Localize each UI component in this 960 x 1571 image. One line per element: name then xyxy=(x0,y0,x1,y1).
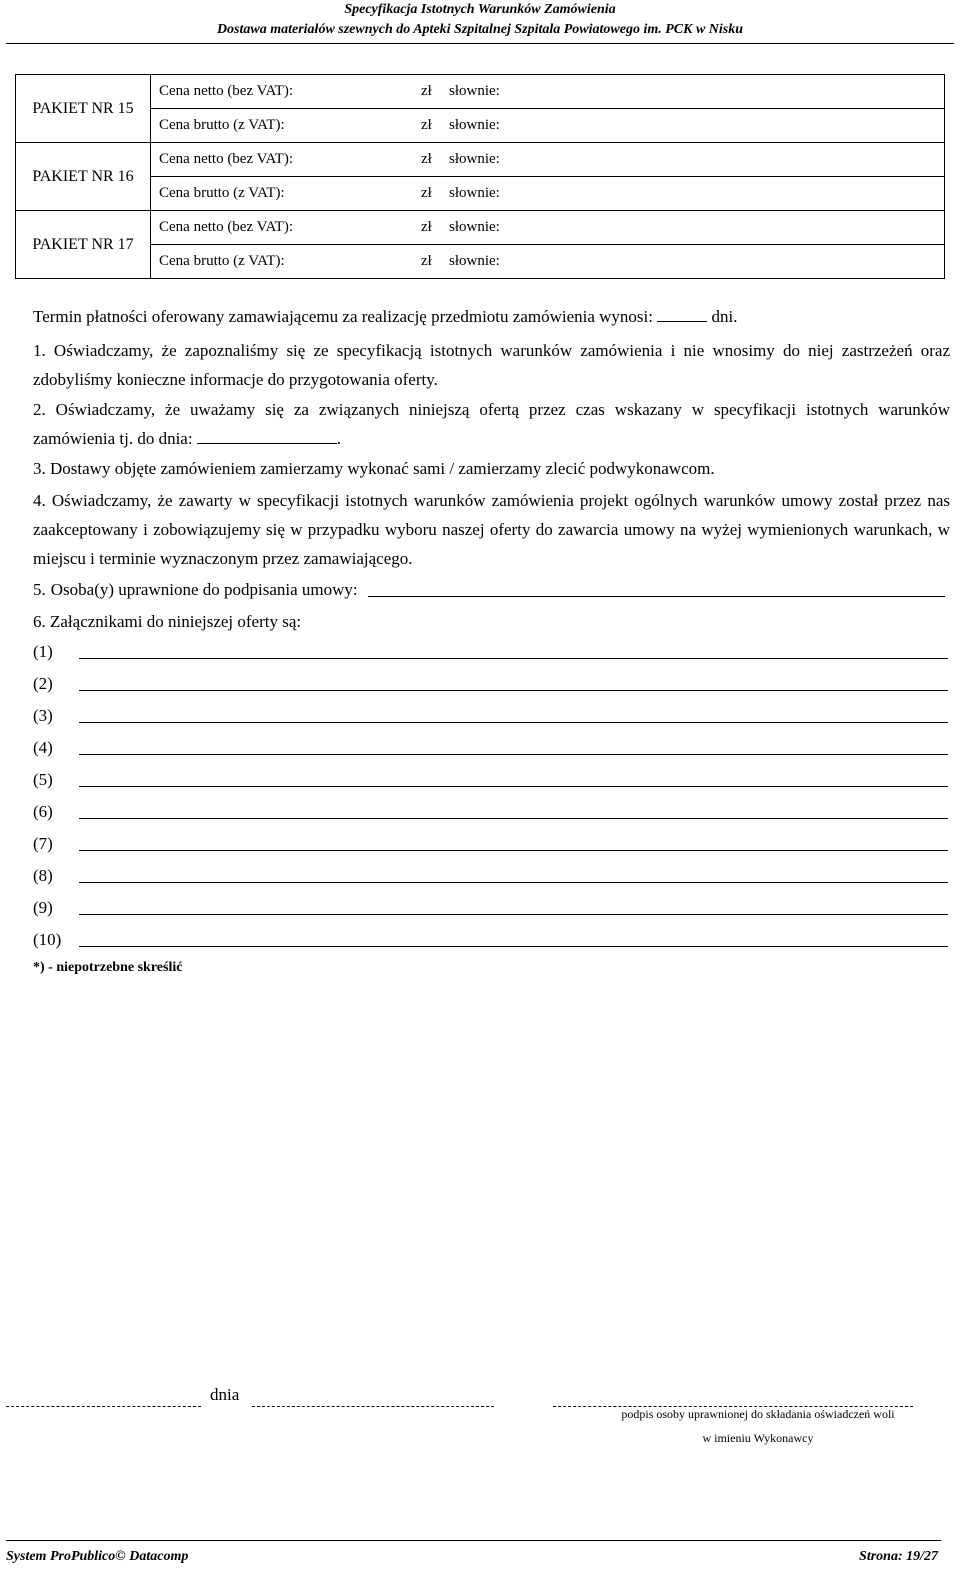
currency-label: zł xyxy=(417,245,441,279)
attachment-field[interactable] xyxy=(79,786,948,787)
statement-number: 4. xyxy=(33,491,46,510)
currency-label: zł xyxy=(417,75,441,109)
list-item xyxy=(33,796,948,828)
currency-label: zł xyxy=(417,211,441,245)
attachment-field[interactable] xyxy=(79,754,948,755)
signature-caption: podpis osoby uprawnionej do składania oświadczeń woli xyxy=(621,1407,895,1421)
statement-text: Oświadczamy, że zapoznaliśmy się ze specyfikacją istotnych warunków zamówienia i nie wnosimy do niej zastrzeżeń oraz zdobyliśmy konieczne informacje do przygotowania oferty. xyxy=(33,341,950,389)
words-label: słownie: xyxy=(441,245,945,279)
attachment-field[interactable] xyxy=(79,882,948,883)
statement-5 xyxy=(33,576,950,605)
attachment-label: (7) xyxy=(33,834,53,853)
statement-number: 2. xyxy=(33,400,46,419)
words-label: słownie: xyxy=(441,143,945,177)
binding-date-field[interactable] xyxy=(197,426,337,444)
currency-label: zł xyxy=(417,177,441,211)
package-name: PAKIET NR 15 xyxy=(16,75,151,143)
attachment-label: (5) xyxy=(33,770,53,789)
list-item xyxy=(33,892,948,924)
authorized-person-field[interactable] xyxy=(368,596,945,597)
signature-caption-2: w imieniu Wykonawcy xyxy=(702,1431,814,1445)
statement-4 xyxy=(33,487,950,573)
payment-term-suffix: dni. xyxy=(711,307,738,326)
statement-number: 3. xyxy=(33,459,46,478)
table-row xyxy=(16,75,945,109)
statement-2 xyxy=(33,396,950,454)
list-item xyxy=(33,700,948,732)
date-label: dnia xyxy=(210,1385,240,1404)
attachments-list xyxy=(33,636,948,956)
list-item xyxy=(33,732,948,764)
attachment-field[interactable] xyxy=(79,946,948,947)
attachment-label: (4) xyxy=(33,738,53,757)
statement-6 xyxy=(33,608,950,637)
statement-text: Załącznikami do niniejszej oferty są: xyxy=(50,612,302,631)
attachment-label: (2) xyxy=(33,674,53,693)
page-number: Strona: 19/27 xyxy=(859,1549,938,1564)
gross-price-label: Cena brutto (z VAT): xyxy=(151,177,418,211)
statement-text: Osoba(y) uprawnione do podpisania umowy: xyxy=(50,580,358,599)
attachment-field[interactable] xyxy=(79,850,948,851)
header-subtitle: Dostawa materiałów szewnych do Apteki Szpitalnej Szpitala Powiatowego im. PCK w Nisku xyxy=(216,22,744,37)
net-price-label: Cena netto (bez VAT): xyxy=(151,143,418,177)
list-item xyxy=(33,828,948,860)
table-row xyxy=(16,143,945,177)
statement-1 xyxy=(33,337,950,395)
attachment-field[interactable] xyxy=(79,914,948,915)
gross-price-label: Cena brutto (z VAT): xyxy=(151,109,418,143)
words-label: słownie: xyxy=(441,109,945,143)
table-row xyxy=(16,109,945,143)
table-row xyxy=(16,211,945,245)
header-title: Specyfikacja Istotnych Warunków Zamówienia xyxy=(344,2,616,17)
gross-price-label: Cena brutto (z VAT): xyxy=(151,245,418,279)
place-field[interactable] xyxy=(6,1406,201,1407)
payment-days-field[interactable] xyxy=(657,304,707,322)
statement-text: Oświadczamy, że uważamy się za związanych niniejszą ofertą przez czas wskazany w specyfikacji istotnych warunków zamówienia tj. do dnia: xyxy=(33,400,950,448)
table-row xyxy=(16,177,945,211)
attachment-field[interactable] xyxy=(79,658,948,659)
list-item xyxy=(33,860,948,892)
words-label: słownie: xyxy=(441,211,945,245)
payment-term-text: Termin płatności oferowany zamawiającemu za realizację przedmiotu zamówienia wynosi: xyxy=(33,307,653,326)
date-field[interactable] xyxy=(252,1406,494,1407)
words-label: słownie: xyxy=(441,75,945,109)
net-price-label: Cena netto (bez VAT): xyxy=(151,75,418,109)
attachment-label: (9) xyxy=(33,898,53,917)
attachment-label: (3) xyxy=(33,706,53,725)
list-item xyxy=(33,764,948,796)
statement-text: Oświadczamy, że zawarty w specyfikacji istotnych warunków zamówienia projekt ogólnych warunków umowy został przez nas zaakceptowany i zobowiązujemy się w przypadku wyboru naszej oferty do zawarcia umowy na wyżej wymienionych warunkach, w miejscu i terminie wyznaczonym przez zamawiającego. xyxy=(33,491,951,568)
package-name: PAKIET NR 16 xyxy=(16,143,151,211)
attachment-label: (8) xyxy=(33,866,53,885)
document-header xyxy=(0,0,960,40)
attachment-label: (10) xyxy=(33,930,62,949)
words-label: słownie: xyxy=(441,177,945,211)
statement-3 xyxy=(33,455,950,484)
payment-term xyxy=(33,303,950,332)
footnote: *) - niepotrzebne skreślić xyxy=(33,960,183,975)
attachment-field[interactable] xyxy=(79,818,948,819)
statement-number: 5. xyxy=(33,580,46,599)
net-price-label: Cena netto (bez VAT): xyxy=(151,211,418,245)
statement-number: 1. xyxy=(33,341,46,360)
attachment-label: (6) xyxy=(33,802,53,821)
statement-suffix: . xyxy=(336,428,342,448)
list-item xyxy=(33,668,948,700)
list-item xyxy=(33,636,948,668)
footer-system: System ProPublico© Datacomp xyxy=(6,1549,189,1564)
footer-divider xyxy=(6,1540,941,1541)
currency-label: zł xyxy=(417,143,441,177)
table-row xyxy=(16,245,945,279)
attachment-label: (1) xyxy=(33,642,53,661)
header-divider xyxy=(6,43,954,44)
package-name: PAKIET NR 17 xyxy=(16,211,151,279)
attachment-field[interactable] xyxy=(79,722,948,723)
attachment-field[interactable] xyxy=(79,690,948,691)
statement-text: Dostawy objęte zamówieniem zamierzamy wykonać sami / zamierzamy zlecić podwykonawcom. xyxy=(50,459,715,478)
currency-label: zł xyxy=(417,109,441,143)
list-item xyxy=(33,924,948,956)
package-price-table xyxy=(15,74,945,279)
statement-number: 6. xyxy=(33,612,46,631)
